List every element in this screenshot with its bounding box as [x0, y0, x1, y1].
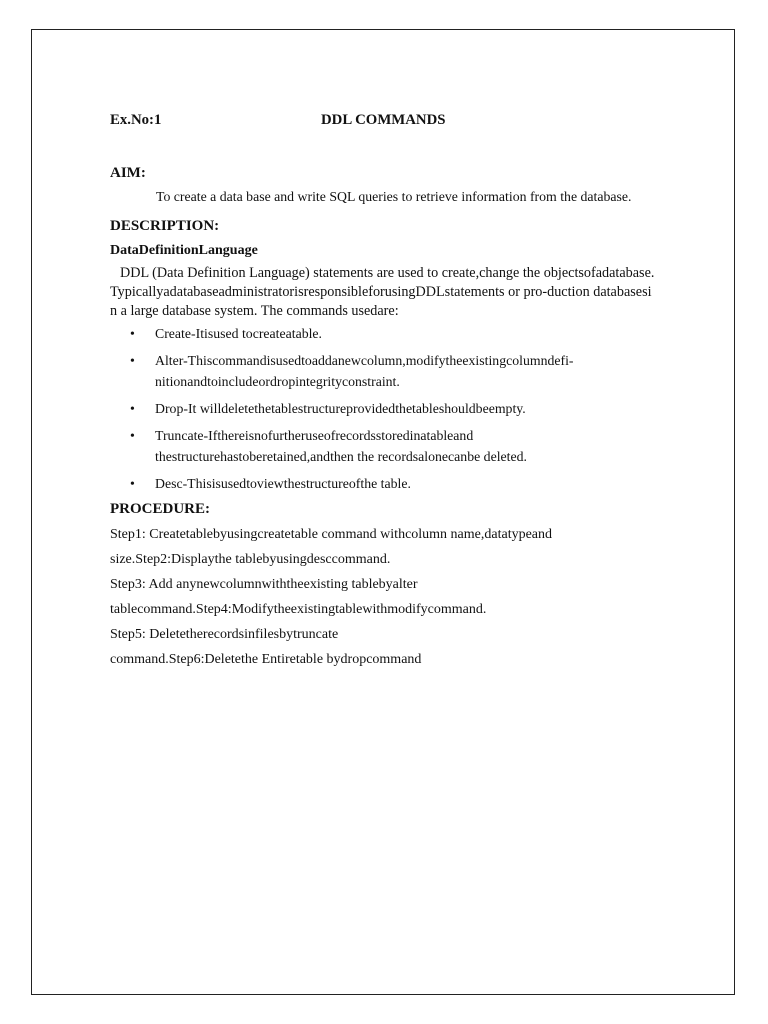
exercise-number: Ex.No:1 [110, 112, 162, 128]
description-heading: DESCRIPTION: [110, 218, 220, 234]
list-item [110, 398, 655, 419]
list-item [110, 473, 655, 494]
aim-text: To create a data base and write SQL queries to retrieve information from the database. [156, 189, 632, 204]
procedure-line: Step3: Add anynewcolumnwiththeexisting tablebyalter [110, 577, 418, 592]
bullet-icon: • [130, 326, 135, 341]
list-item [110, 350, 655, 392]
procedure-line: Step1: Createtablebyusingcreatetable command withcolumn name,datatypeand [110, 527, 553, 542]
bullet-icon: • [130, 428, 135, 443]
commands-list [110, 323, 670, 494]
bullet-icon: • [130, 353, 135, 368]
procedure-heading: PROCEDURE: [110, 501, 210, 517]
bullet-icon: • [130, 401, 135, 416]
list-item [110, 323, 655, 344]
document-body [110, 111, 670, 669]
bullet-icon: • [130, 476, 135, 491]
aim-heading: AIM: [110, 165, 146, 181]
procedure-line: command.Step6:Deletethe Entiretable bydropcommand [110, 652, 422, 667]
description-paragraph: DDL (Data Definition Language) statements are used to create,change the objectsofadatabase.TypicallyadatabaseadministratorisresponsibleforusingDDLstatements or pro-duction databasesin a large database system. The commands usedare: [110, 265, 655, 319]
list-item-text: Truncate-Ifthereisnofurtheruseofrecordsstoredinatableand thestructurehastoberetained,andthen the recordsalonecanbe deleted. [155, 428, 527, 464]
page-title: DDL COMMANDS [321, 112, 446, 128]
title-row [110, 111, 670, 131]
list-item-text: Create-Itisused tocreateatable. [155, 326, 323, 341]
procedure-line: Step5: Deletetherecordsinfilesbytruncate [110, 627, 339, 642]
procedure-line: tablecommand.Step4:Modifytheexistingtablewithmodifycommand. [110, 602, 487, 617]
list-item-text: Alter-Thiscommandisusedtoaddanewcolumn,modifytheexistingcolumndefi-nitionandtoincludeordropintegrityconstraint. [155, 353, 574, 389]
description-subheading: DataDefinitionLanguage [110, 243, 258, 258]
procedure-line: size.Step2:Displaythe tablebyusingdesccommand. [110, 552, 391, 567]
list-item-text: Drop-It willdeletethetablestructureprovidedthetableshouldbeempty. [155, 401, 526, 416]
list-item-text: Desc-Thisisusedtoviewthestructureofthe table. [155, 476, 411, 491]
list-item [110, 425, 655, 467]
